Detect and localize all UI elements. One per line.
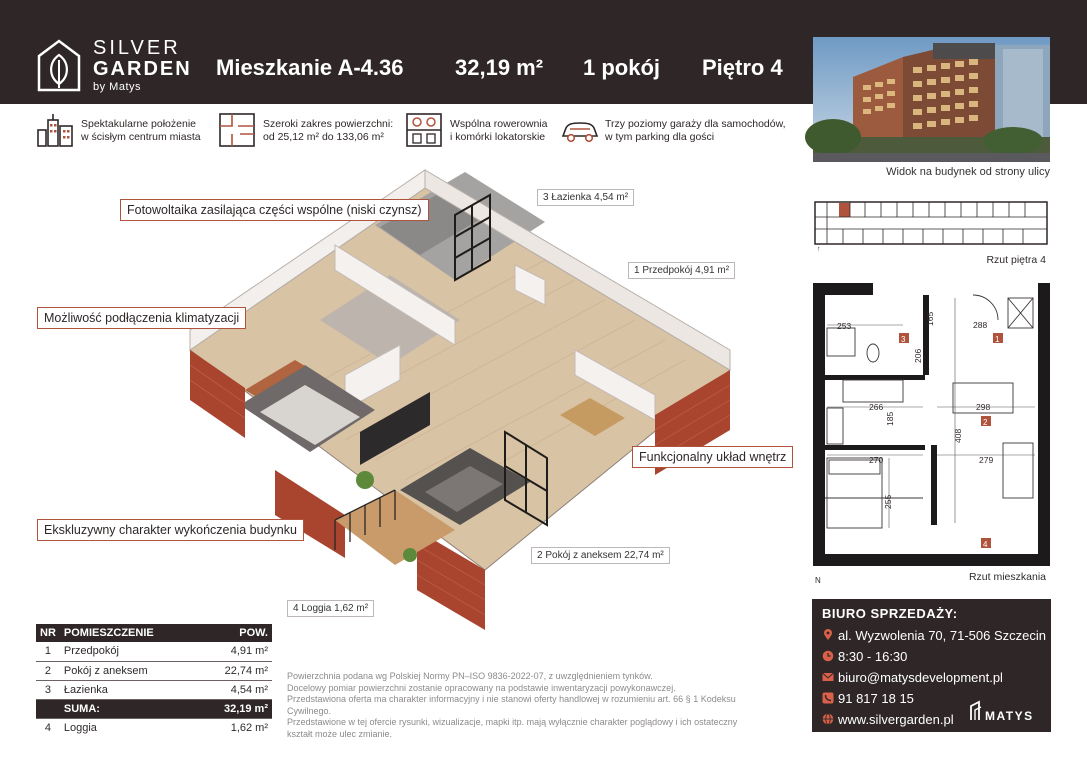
north-arrow-icon: N — [815, 576, 821, 585]
room-tag-bathroom: 3 Łazienka 4,54 m² — [537, 189, 634, 206]
web-link[interactable]: www.silvergarden.pl — [838, 712, 954, 727]
hours-text: 8:30 - 16:30 — [838, 649, 908, 664]
dim-288: 288 — [973, 320, 988, 330]
feature-location-line2: w ścisłym centrum miasta — [81, 131, 201, 143]
feature-parking-line2: w tym parking dla gości — [605, 131, 715, 143]
feature-bike-line2: i komórki lokatorskie — [450, 131, 546, 143]
room-tag-hall: 1 Przedpokój 4,91 m² — [628, 262, 735, 279]
room-num-4: 4 — [983, 540, 988, 549]
sales-office-box — [812, 599, 1051, 732]
dim-298: 298 — [976, 402, 991, 412]
row-room: Pokój z aneksem — [60, 661, 198, 680]
phone-icon — [822, 692, 834, 704]
rooms-table — [36, 624, 272, 737]
unit-area: 32,19 m² — [455, 55, 544, 80]
room-tag-loggia: 4 Loggia 1,62 m² — [287, 600, 374, 617]
row-nr: 1 — [36, 642, 60, 661]
envelope-icon — [822, 671, 834, 683]
globe-icon — [822, 713, 834, 725]
callout-layout: Funkcjonalny układ wnętrz — [632, 446, 793, 468]
table-header-nr: NR — [36, 624, 60, 642]
unit-name: Mieszkanie A-4.36 — [216, 55, 404, 80]
dim-266: 266 — [869, 402, 884, 412]
bike-storage-icon — [405, 112, 445, 148]
unit-floor: Piętro 4 — [702, 55, 783, 80]
dim-185: 185 — [885, 411, 895, 426]
table-sum-row — [36, 699, 272, 718]
city-buildings-icon — [36, 112, 76, 148]
email-link[interactable]: biuro@matysdevelopment.pl — [838, 670, 1003, 685]
row-area: 22,74 m² — [198, 661, 272, 680]
table-header-area: POW. — [198, 624, 272, 642]
row-room: Przedpokój — [60, 642, 198, 661]
feature-bike-line1: Wspólna rowerownia — [450, 118, 548, 130]
clock-icon — [822, 650, 834, 662]
sales-email[interactable] — [822, 669, 1041, 690]
map-pin-icon — [822, 629, 834, 641]
dim-255: 255 — [883, 494, 893, 509]
room-num-3: 3 — [901, 335, 906, 344]
callout-air-conditioning: Możliwość podłączenia klimatyzacji — [37, 307, 246, 329]
room-num-2: 2 — [983, 418, 988, 427]
row-area: 4,91 m² — [198, 642, 272, 661]
matys-logo — [969, 700, 1037, 724]
row-room: Loggia — [63, 721, 97, 734]
feature-location — [36, 112, 221, 152]
brand-line1: SILVER — [93, 37, 181, 59]
sales-hours — [822, 648, 1041, 669]
sum-label: SUMA: — [60, 699, 198, 718]
disclaimer-line: Docelowy pomiar powierzchni zostanie opracowany na podstawie inwentaryzacji powykonawczej. — [287, 682, 676, 693]
feature-parking-line1: Trzy poziomy garaży dla samochodów, — [605, 118, 786, 130]
building-photo — [813, 37, 1050, 162]
row-room: Łazienka — [60, 680, 198, 699]
room-tag-living: 2 Pokój z aneksem 22,74 m² — [531, 547, 670, 564]
sales-title: BIURO SPRZEDAŻY: — [822, 606, 958, 621]
row-area: 1,62 m² — [230, 721, 268, 734]
table-row — [36, 680, 272, 699]
unit-rooms: 1 pokój — [583, 55, 661, 80]
dim-253: 253 — [837, 321, 852, 331]
brand-logo — [93, 38, 192, 93]
disclaimer-line: Powierzchnia podana wg Polskiej Normy PN–ISO 9836-2022-07, z uwzględnieniem tynków. — [287, 671, 653, 681]
feature-location-line1: Spektakularne położenie — [81, 118, 196, 130]
sales-address — [822, 627, 1046, 648]
disclaimer — [287, 671, 782, 740]
floor-plan-label: Rzut piętra 4 — [986, 254, 1046, 266]
row-area: 4,54 m² — [198, 680, 272, 699]
feature-parking — [560, 112, 800, 152]
disclaimer-line: Przedstawiona oferta ma charakter informacyjny i nie stanowi oferty handlowej w rozumieniu art. 66 § 1 Kodeksu Cywilnego. — [287, 694, 736, 716]
callout-photovoltaics: Fotowoltaika zasilająca części wspólne (niski czynsz) — [120, 199, 429, 221]
dim-408: 408 — [953, 428, 963, 443]
callout-exclusive-finish: Ekskluzywny charakter wykończenia budynku — [37, 519, 304, 541]
feature-area-line1: Szeroki zakres powierzchni: — [263, 118, 394, 130]
room-num-1: 1 — [995, 335, 1000, 344]
car-icon — [560, 112, 600, 148]
disclaimer-line: Przedstawione w tej ofercie rysunki, wizualizacje, mapki itp. mają wyłącznie charakter poglądowy i ich ostateczny — [287, 717, 738, 727]
table-row — [36, 661, 272, 680]
floor-plan-icon — [218, 112, 258, 148]
table-row — [36, 718, 272, 737]
dim-279: 279 — [979, 455, 994, 465]
feature-bike-storage — [405, 112, 570, 152]
matys-logo-text: MATYS — [985, 709, 1034, 723]
table-row — [36, 642, 272, 661]
dim-165: 165 — [925, 311, 935, 326]
row-nr: 3 — [36, 680, 60, 699]
feature-area-range — [218, 112, 403, 152]
silver-garden-logo-icon — [36, 38, 82, 92]
apartment-3d-render — [185, 170, 740, 640]
row-nr: 2 — [36, 661, 60, 680]
address-text: al. Wyzwolenia 70, 71-506 Szczecin — [838, 628, 1046, 643]
feature-area-line2: od 25,12 m² do 133,06 m² — [263, 131, 384, 143]
floor-plan-mini — [813, 197, 1053, 252]
dim-270: 270 — [869, 455, 884, 465]
unit-plan-label: Rzut mieszkania — [968, 571, 1046, 583]
photo-caption: Widok na budynek od strony ulicy — [886, 166, 1050, 178]
row-nr: 4 — [44, 721, 51, 734]
table-header-room: POMIESZCZENIE — [60, 624, 198, 642]
disclaimer-line: kształt może ulec zmianie. — [287, 728, 393, 739]
north-arrow-mini: ↑ — [817, 246, 821, 253]
sum-area: 32,19 m² — [198, 699, 272, 718]
dim-206: 206 — [913, 348, 923, 363]
brand-line3: by Matys — [93, 81, 142, 93]
brand-line2: GARDEN — [93, 58, 192, 80]
phone-link[interactable]: 91 817 18 15 — [838, 691, 914, 706]
